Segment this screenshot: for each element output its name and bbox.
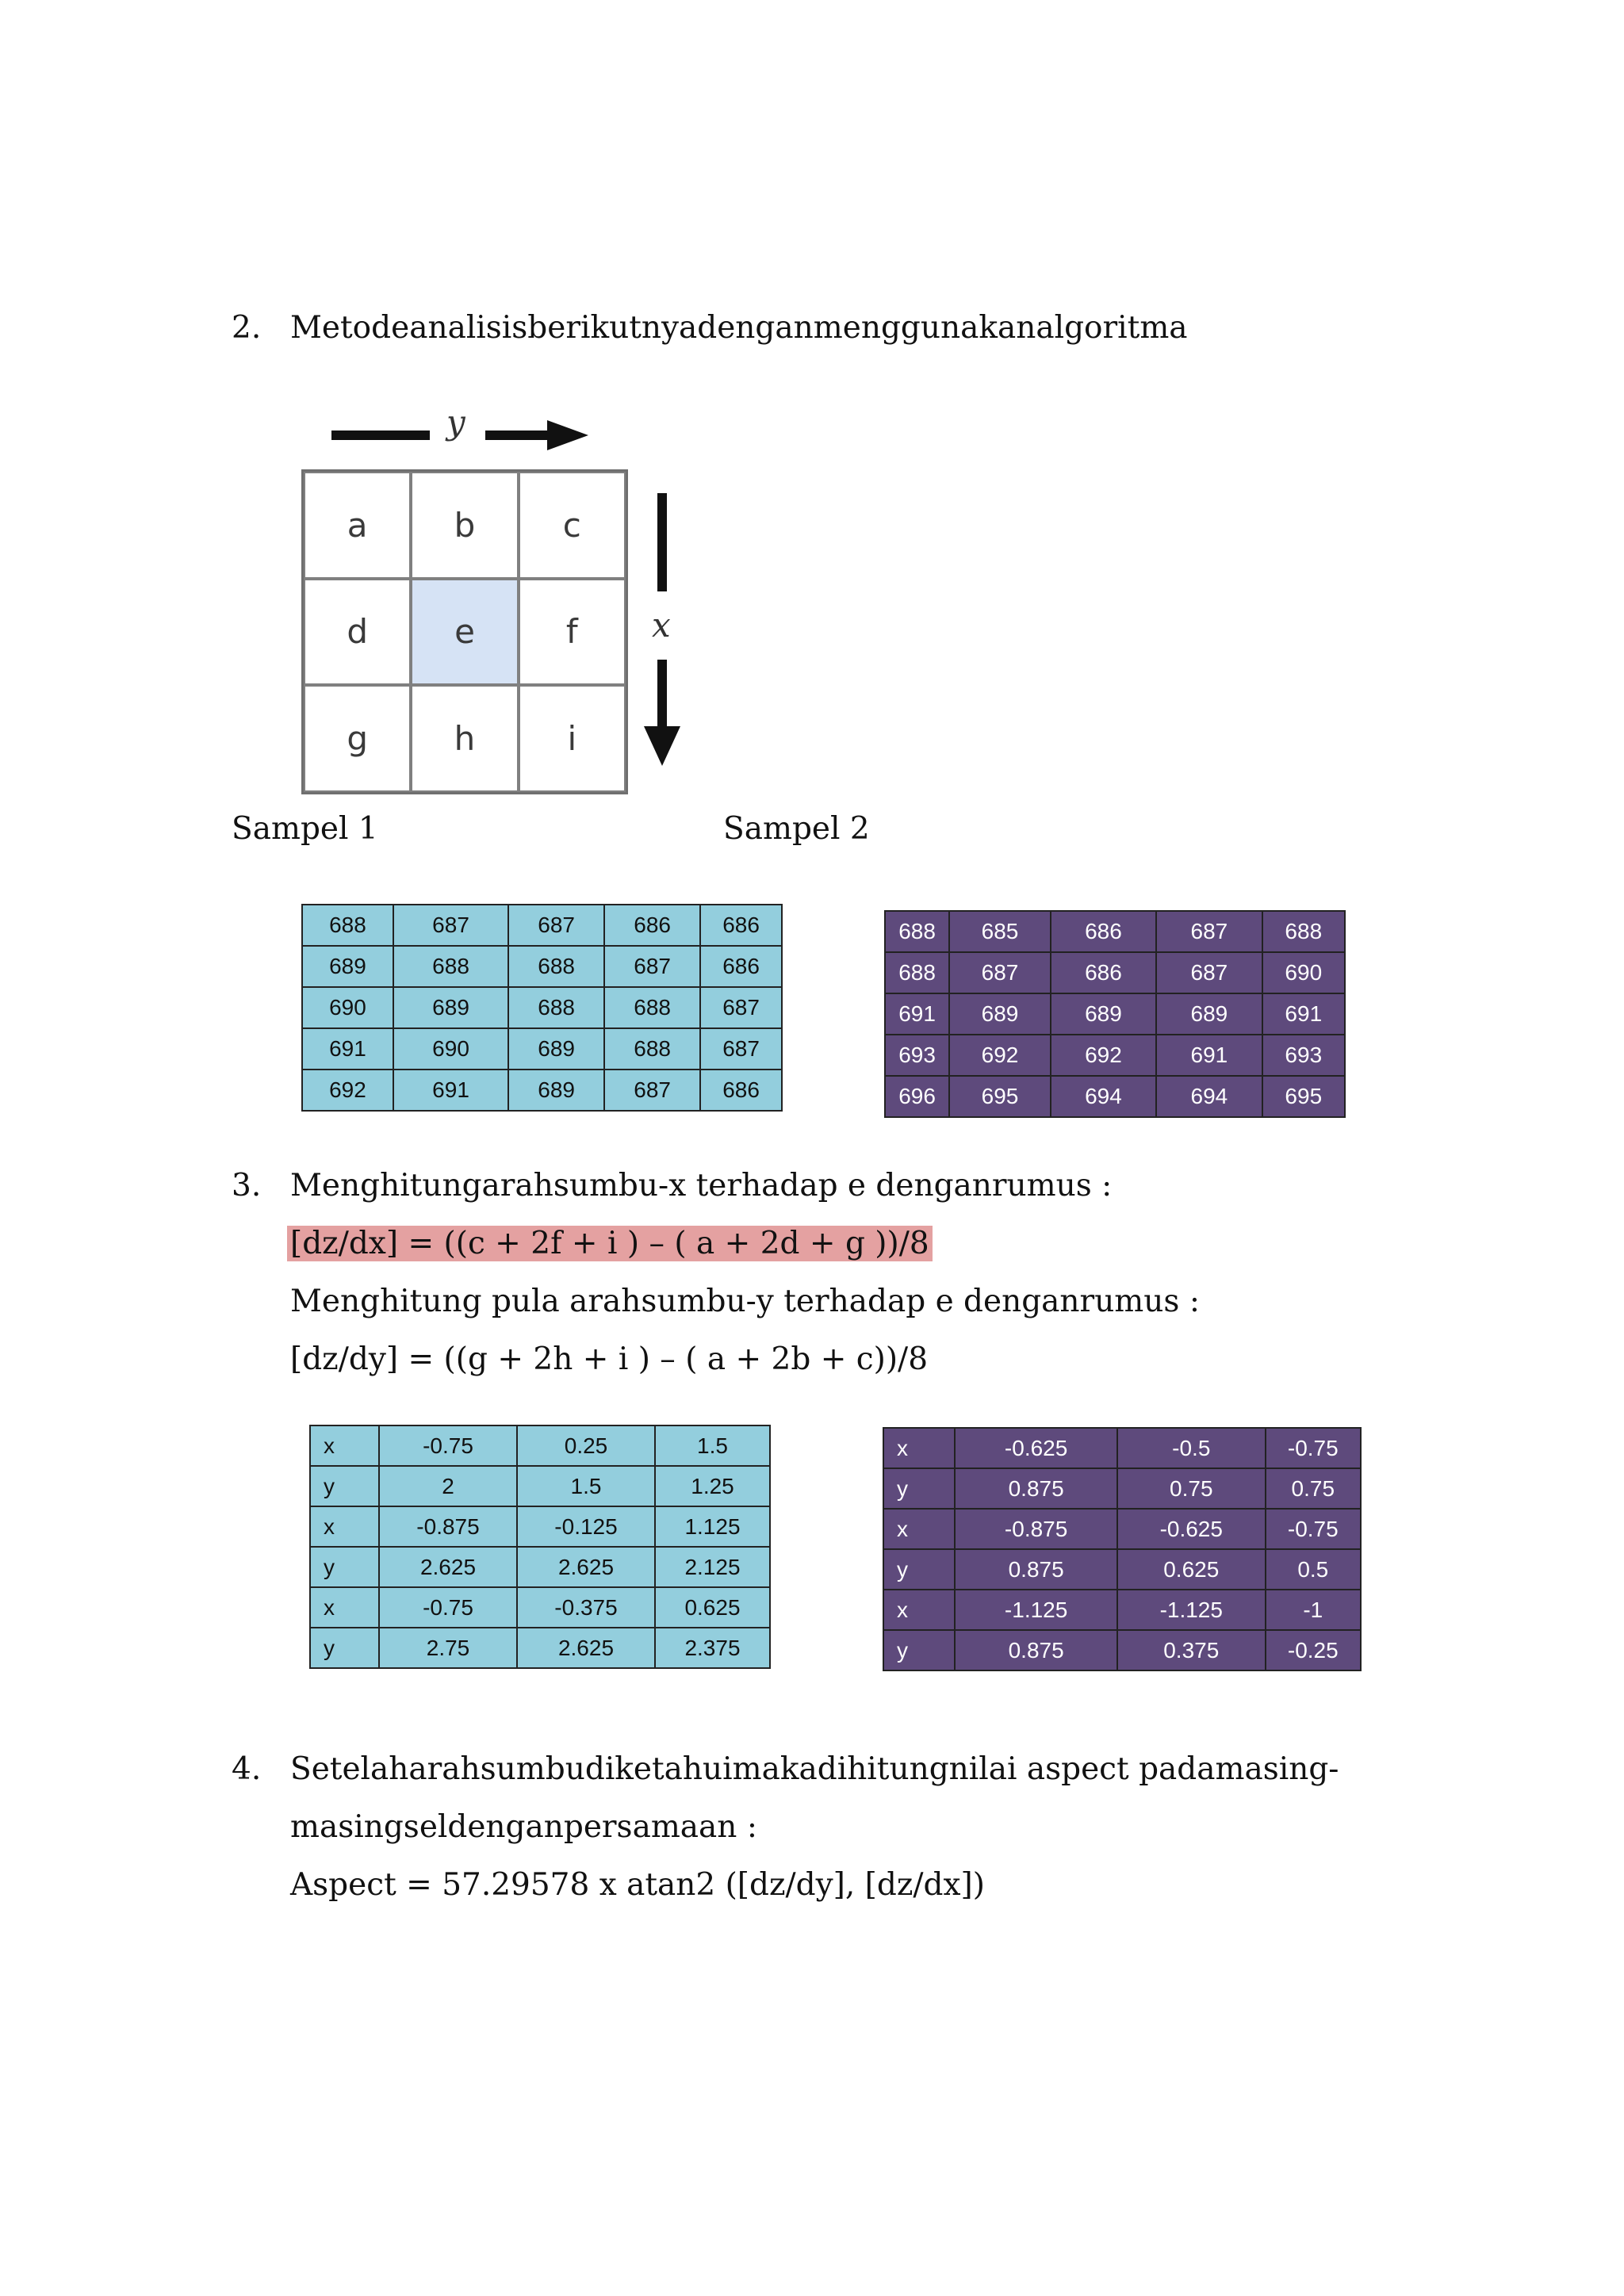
table-cell: -1.125 [1117, 1590, 1266, 1630]
table-row [310, 1466, 770, 1506]
table-cell: -0.75 [1266, 1428, 1361, 1468]
table-cell: -0.375 [517, 1587, 655, 1628]
aspect-formula: Aspect = 57.29578 x atan2 ([dz/dy], [dz/dx]) [290, 1867, 985, 1903]
table-row [883, 1428, 1361, 1468]
dz-dx-formula-highlight: [dz/dx] = ((c + 2f + i ) – ( a + 2d + g ))/8 [287, 1226, 933, 1261]
table-cell: -0.75 [379, 1425, 517, 1466]
table-cell: -0.25 [1266, 1630, 1361, 1670]
table-cell: y [883, 1468, 955, 1509]
table-cell: 692 [949, 1035, 1051, 1076]
table-cell: 0.625 [655, 1587, 770, 1628]
table-cell: 687 [393, 905, 508, 946]
table-cell: 0.75 [1117, 1468, 1266, 1509]
table-cell: 687 [700, 1028, 782, 1070]
table-row [883, 1509, 1361, 1549]
table-cell: 2.125 [655, 1547, 770, 1587]
table-cell: 1.125 [655, 1506, 770, 1547]
table-cell: 689 [1156, 993, 1262, 1035]
table-cell: 689 [302, 946, 393, 987]
y-axis-label: y [446, 403, 465, 442]
table-cell: 0.875 [955, 1468, 1117, 1509]
dz-dy-formula: [dz/dy] = ((g + 2h + i ) – ( a + 2b + c))/8 [290, 1341, 929, 1377]
table-cell: 691 [885, 993, 949, 1035]
section-4-line-2: masingseldenganpersamaan : [290, 1809, 757, 1845]
table-cell: 685 [949, 911, 1051, 952]
table-cell: -0.625 [1117, 1509, 1266, 1549]
table-row [883, 1468, 1361, 1509]
table-cell: 687 [1156, 952, 1262, 993]
sample-2-table [884, 910, 1346, 1118]
table-cell: 693 [1262, 1035, 1345, 1076]
cell-e: e [411, 579, 518, 686]
table-row [885, 911, 1345, 952]
section-4-line-1: Setelaharahsumbudiketahuimakadihitungnilai aspect padamasing- [290, 1751, 1339, 1787]
table-cell: 691 [1262, 993, 1345, 1035]
table-cell: -1.125 [955, 1590, 1117, 1630]
table-cell: -0.5 [1117, 1428, 1266, 1468]
table-cell: 687 [508, 905, 604, 946]
table-cell: 688 [604, 1028, 700, 1070]
table-cell: 690 [1262, 952, 1345, 993]
table-cell: y [310, 1547, 379, 1587]
table-cell: x [883, 1590, 955, 1630]
table-row [310, 1587, 770, 1628]
neighborhood-grid [301, 469, 628, 794]
table-cell: y [883, 1549, 955, 1590]
table-row [302, 1028, 782, 1070]
table-cell: 690 [302, 987, 393, 1028]
cell-f: f [519, 579, 626, 686]
sample-2-label: Sampel 2 [723, 811, 870, 847]
table-cell: 686 [700, 1070, 782, 1111]
table-row [310, 1547, 770, 1587]
table-cell: x [883, 1428, 955, 1468]
table-cell: 692 [302, 1070, 393, 1111]
table-cell: 689 [949, 993, 1051, 1035]
table-cell: 688 [508, 987, 604, 1028]
table-cell: 1.5 [517, 1466, 655, 1506]
table-cell: -0.75 [379, 1587, 517, 1628]
table-cell: 0.625 [1117, 1549, 1266, 1590]
table-row [885, 993, 1345, 1035]
table-cell: 688 [508, 946, 604, 987]
dz-dx-formula [287, 1223, 933, 1265]
table-cell: 688 [1262, 911, 1345, 952]
table-cell: x [310, 1425, 379, 1466]
table-cell: -0.875 [955, 1509, 1117, 1549]
table-cell: 689 [1051, 993, 1156, 1035]
table-row [302, 987, 782, 1028]
table-cell: -0.875 [379, 1506, 517, 1547]
table-row [310, 1425, 770, 1466]
table-cell: 693 [885, 1035, 949, 1076]
table-cell: 691 [393, 1070, 508, 1111]
table-cell: 689 [393, 987, 508, 1028]
table-cell: x [883, 1509, 955, 1549]
table-cell: 687 [604, 1070, 700, 1111]
table-cell: 691 [302, 1028, 393, 1070]
table-cell: y [883, 1630, 955, 1670]
table-cell: 688 [393, 946, 508, 987]
table-cell: 1.5 [655, 1425, 770, 1466]
gradient-table-sample-2 [883, 1427, 1362, 1671]
table-cell: 695 [949, 1076, 1051, 1117]
table-cell: 0.875 [955, 1549, 1117, 1590]
table-cell: 2.375 [655, 1628, 770, 1668]
table-cell: 696 [885, 1076, 949, 1117]
table-cell: -0.75 [1266, 1509, 1361, 1549]
table-cell: 1.25 [655, 1466, 770, 1506]
section-2-number: 2. [232, 310, 262, 346]
section-3-line-3: Menghitung pula arahsumbu-y terhadap e denganrumus : [290, 1284, 1200, 1319]
table-cell: 2.75 [379, 1628, 517, 1668]
table-cell: -1 [1266, 1590, 1361, 1630]
table-row [885, 1035, 1345, 1076]
section-3-line-1: Menghitungarahsumbu-x terhadap e denganrumus : [290, 1168, 1113, 1203]
table-cell: 690 [393, 1028, 508, 1070]
sample-1-label: Sampel 1 [232, 811, 378, 847]
cell-h: h [411, 685, 518, 792]
x-axis-label: x [652, 606, 671, 645]
table-cell: 688 [885, 911, 949, 952]
sample-1-table [301, 904, 783, 1112]
cell-c: c [519, 472, 626, 579]
table-cell: 686 [700, 946, 782, 987]
table-row [302, 946, 782, 987]
section-4-number: 4. [232, 1751, 262, 1787]
section-3-number: 3. [232, 1168, 262, 1203]
table-cell: -0.625 [955, 1428, 1117, 1468]
cell-g: g [304, 685, 411, 792]
table-cell: 0.75 [1266, 1468, 1361, 1509]
table-cell: 688 [302, 905, 393, 946]
table-row [885, 952, 1345, 993]
table-cell: 2.625 [379, 1547, 517, 1587]
table-cell: 2 [379, 1466, 517, 1506]
table-cell: 686 [604, 905, 700, 946]
table-cell: 687 [1156, 911, 1262, 952]
table-cell: 691 [1156, 1035, 1262, 1076]
table-cell: 2.625 [517, 1628, 655, 1668]
table-cell: 687 [604, 946, 700, 987]
table-cell: 686 [700, 905, 782, 946]
table-cell: 686 [1051, 952, 1156, 993]
table-cell: 0.375 [1117, 1630, 1266, 1670]
table-cell: 0.5 [1266, 1549, 1361, 1590]
table-row [310, 1628, 770, 1668]
table-row [310, 1506, 770, 1547]
table-cell: 687 [700, 987, 782, 1028]
table-cell: 687 [949, 952, 1051, 993]
table-cell: 689 [508, 1028, 604, 1070]
table-cell: 2.625 [517, 1547, 655, 1587]
cell-b: b [411, 472, 518, 579]
table-row [883, 1630, 1361, 1670]
table-row [883, 1590, 1361, 1630]
table-row [302, 1070, 782, 1111]
table-cell: 694 [1156, 1076, 1262, 1117]
table-cell: 0.25 [517, 1425, 655, 1466]
table-cell: 686 [1051, 911, 1156, 952]
table-cell: 688 [604, 987, 700, 1028]
table-cell: 689 [508, 1070, 604, 1111]
table-cell: 688 [885, 952, 949, 993]
gradient-table-sample-1 [309, 1425, 771, 1669]
table-row [883, 1549, 1361, 1590]
table-cell: y [310, 1628, 379, 1668]
table-cell: 694 [1051, 1076, 1156, 1117]
table-cell: x [310, 1587, 379, 1628]
table-cell: y [310, 1466, 379, 1506]
table-row [302, 905, 782, 946]
table-row [885, 1076, 1345, 1117]
cell-a: a [304, 472, 411, 579]
table-cell: 695 [1262, 1076, 1345, 1117]
table-cell: 692 [1051, 1035, 1156, 1076]
cell-i: i [519, 685, 626, 792]
section-2-text: Metodeanalisisberikutnyadenganmenggunakanalgoritma [290, 310, 1188, 346]
table-cell: -0.125 [517, 1506, 655, 1547]
table-cell: x [310, 1506, 379, 1547]
table-cell: 0.875 [955, 1630, 1117, 1670]
cell-d: d [304, 579, 411, 686]
